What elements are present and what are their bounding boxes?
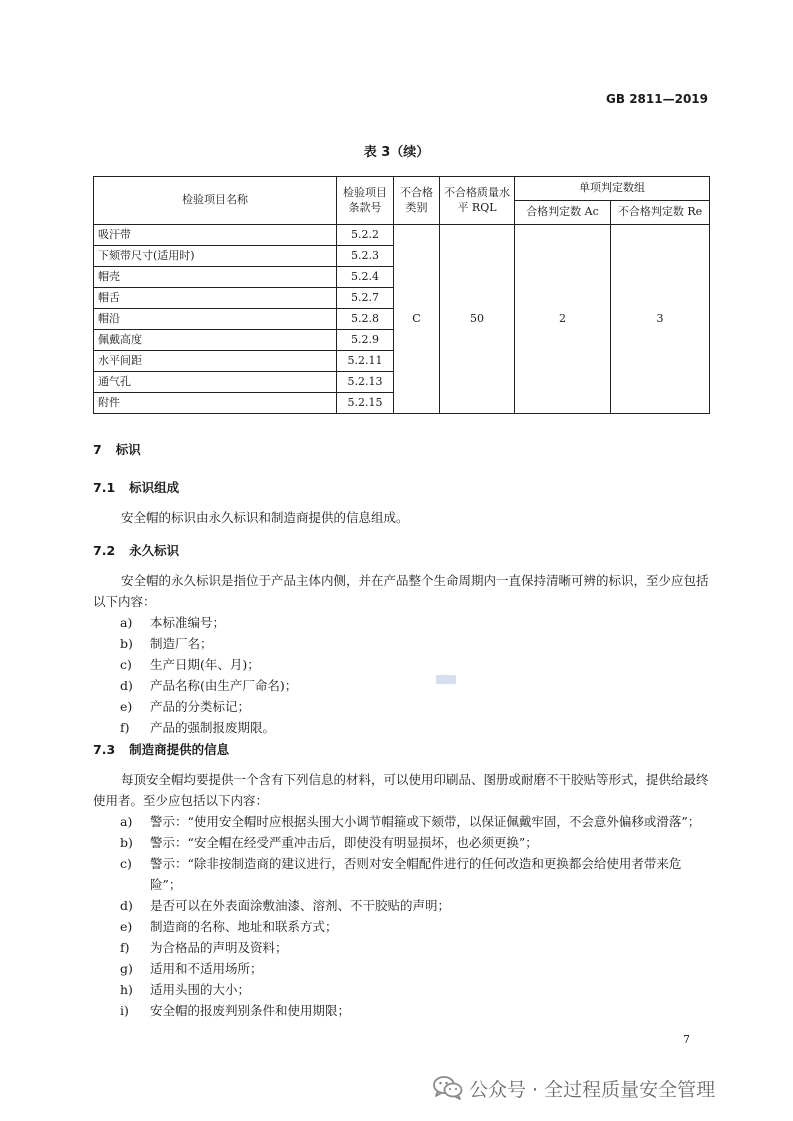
row-name: 帽沿 <box>94 309 337 330</box>
wechat-account-name: 公众号 · 全过程质量安全管理 <box>469 1078 716 1101</box>
list-text: 制造商的名称、地址和联系方式； <box>150 919 338 934</box>
row-clause: 5.2.4 <box>337 267 394 288</box>
merged-category: C <box>394 225 440 414</box>
faint-watermark-stamp <box>436 675 456 684</box>
section-7-3-heading <box>93 740 229 758</box>
wechat-account-watermark <box>433 1069 715 1107</box>
list-marker: a) <box>120 615 133 630</box>
list-item <box>120 937 710 958</box>
list-marker: e) <box>120 699 133 714</box>
section-7-3-paragraph <box>93 769 709 811</box>
header-rql: 不合格质量水平 RQL <box>440 177 515 225</box>
list-text: 本标准编号； <box>150 615 226 630</box>
row-name: 吸汗带 <box>94 225 337 246</box>
section-7-3-list <box>120 811 710 1021</box>
list-marker: d) <box>120 898 133 913</box>
merged-re: 3 <box>611 225 710 414</box>
list-text: 适用和不适用场所； <box>150 961 263 976</box>
list-item <box>120 675 710 696</box>
table-row <box>94 225 710 246</box>
list-marker: b) <box>120 835 133 850</box>
list-marker: e) <box>120 919 133 934</box>
header-re: 不合格判定数 Re <box>611 201 710 225</box>
list-text: 产品名称(由生产厂命名)； <box>150 678 298 693</box>
page-number: 7 <box>683 1033 690 1046</box>
section-7-2-heading <box>93 541 179 559</box>
list-text: 生产日期(年、月)； <box>150 657 260 672</box>
list-item <box>120 1000 710 1021</box>
list-marker: f) <box>120 720 130 735</box>
merged-rql: 50 <box>440 225 515 414</box>
row-name: 附件 <box>94 393 337 414</box>
list-text: 警示：“安全帽在经受严重冲击后，即使没有明显损坏，也必须更换”； <box>150 835 538 850</box>
section-title: 标识组成 <box>129 480 180 495</box>
list-item <box>120 717 710 738</box>
section-number: 7.3 <box>93 742 116 757</box>
row-clause: 5.2.3 <box>337 246 394 267</box>
table-title: 表 3（续） <box>363 145 430 160</box>
section-7-2-list <box>120 612 710 738</box>
header-item-name: 检验项目名称 <box>94 177 337 225</box>
section-title: 标识 <box>115 442 141 457</box>
section-7-1-heading <box>93 478 179 496</box>
list-text: 制造厂名； <box>150 636 213 651</box>
list-item <box>120 654 710 675</box>
row-clause: 5.2.15 <box>337 393 394 414</box>
row-name: 帽舌 <box>94 288 337 309</box>
list-text: 产品的分类标记； <box>150 699 251 714</box>
row-clause: 5.2.9 <box>337 330 394 351</box>
row-clause: 5.2.13 <box>337 372 394 393</box>
list-marker: d) <box>120 678 133 693</box>
list-text: 产品的强制报废期限。 <box>150 720 276 735</box>
paragraph-text: 每顶安全帽均要提供一个含有下列信息的材料，可以使用印刷品、图册或耐磨不干胶贴等形式，提供给最终使用者。至少应包括以下内容： <box>93 772 709 808</box>
list-item <box>120 612 710 633</box>
paragraph-text: 安全帽的标识由永久标识和制造商提供的信息组成。 <box>121 510 409 525</box>
list-marker: b) <box>120 636 133 651</box>
inspection-table <box>93 176 710 414</box>
list-marker: h) <box>120 982 133 997</box>
list-marker: c) <box>120 856 132 871</box>
merged-ac: 2 <box>515 225 611 414</box>
row-name: 水平间距 <box>94 351 337 372</box>
list-text: 安全帽的报废判别条件和使用期限； <box>150 1003 351 1018</box>
section-7-1-paragraph <box>93 507 709 528</box>
list-item <box>120 633 710 654</box>
row-name: 佩戴高度 <box>94 330 337 351</box>
list-marker: f) <box>120 940 130 955</box>
row-clause: 5.2.2 <box>337 225 394 246</box>
list-item <box>120 895 710 916</box>
list-marker: a) <box>120 814 133 829</box>
section-title: 制造商提供的信息 <box>129 742 230 757</box>
list-item <box>120 916 710 937</box>
section-number: 7 <box>93 442 102 457</box>
row-name: 通气孔 <box>94 372 337 393</box>
paragraph-text: 安全帽的永久标识是指位于产品主体内侧，并在产品整个生命周期内一直保持清晰可辨的标识，至少应包括以下内容： <box>93 573 709 609</box>
list-item <box>120 696 710 717</box>
list-item <box>120 979 710 1000</box>
row-clause: 5.2.11 <box>337 351 394 372</box>
section-7-2-paragraph <box>93 570 709 612</box>
list-item <box>120 958 710 979</box>
list-text: 是否可以在外表面涂敷油漆、溶剂、不干胶贴的声明； <box>150 898 451 913</box>
header-ac: 合格判定数 Ac <box>515 201 611 225</box>
list-text: 警示：“除非按制造商的建议进行，否则对安全帽配件进行的任何改造和更换都会给使用者带来危险”； <box>150 856 682 892</box>
list-marker: i) <box>120 1003 129 1018</box>
list-item <box>120 832 710 853</box>
list-text: 为合格品的声明及资料； <box>150 940 288 955</box>
header-judge-group: 单项判定数组 <box>515 177 710 201</box>
list-text: 警示：“使用安全帽时应根据头围大小调节帽箍或下颏带，以保证佩戴牢固，不会意外偏移或滑落”； <box>150 814 701 829</box>
list-item <box>120 811 710 832</box>
standard-number: GB 2811—2019 <box>606 92 708 106</box>
section-7-heading <box>93 440 141 458</box>
row-clause: 5.2.8 <box>337 309 394 330</box>
wechat-icon <box>433 1075 463 1101</box>
section-number: 7.1 <box>93 480 116 495</box>
list-text: 适用头围的大小； <box>150 982 251 997</box>
row-clause: 5.2.7 <box>337 288 394 309</box>
list-item <box>120 853 710 895</box>
row-name: 下颏带尺寸(适用时) <box>94 246 337 267</box>
row-name: 帽壳 <box>94 267 337 288</box>
section-title: 永久标识 <box>129 543 180 558</box>
section-number: 7.2 <box>93 543 116 558</box>
header-category: 不合格类别 <box>394 177 440 225</box>
list-marker: c) <box>120 657 132 672</box>
list-marker: g) <box>120 961 133 976</box>
header-clause-no: 检验项目条款号 <box>337 177 394 225</box>
